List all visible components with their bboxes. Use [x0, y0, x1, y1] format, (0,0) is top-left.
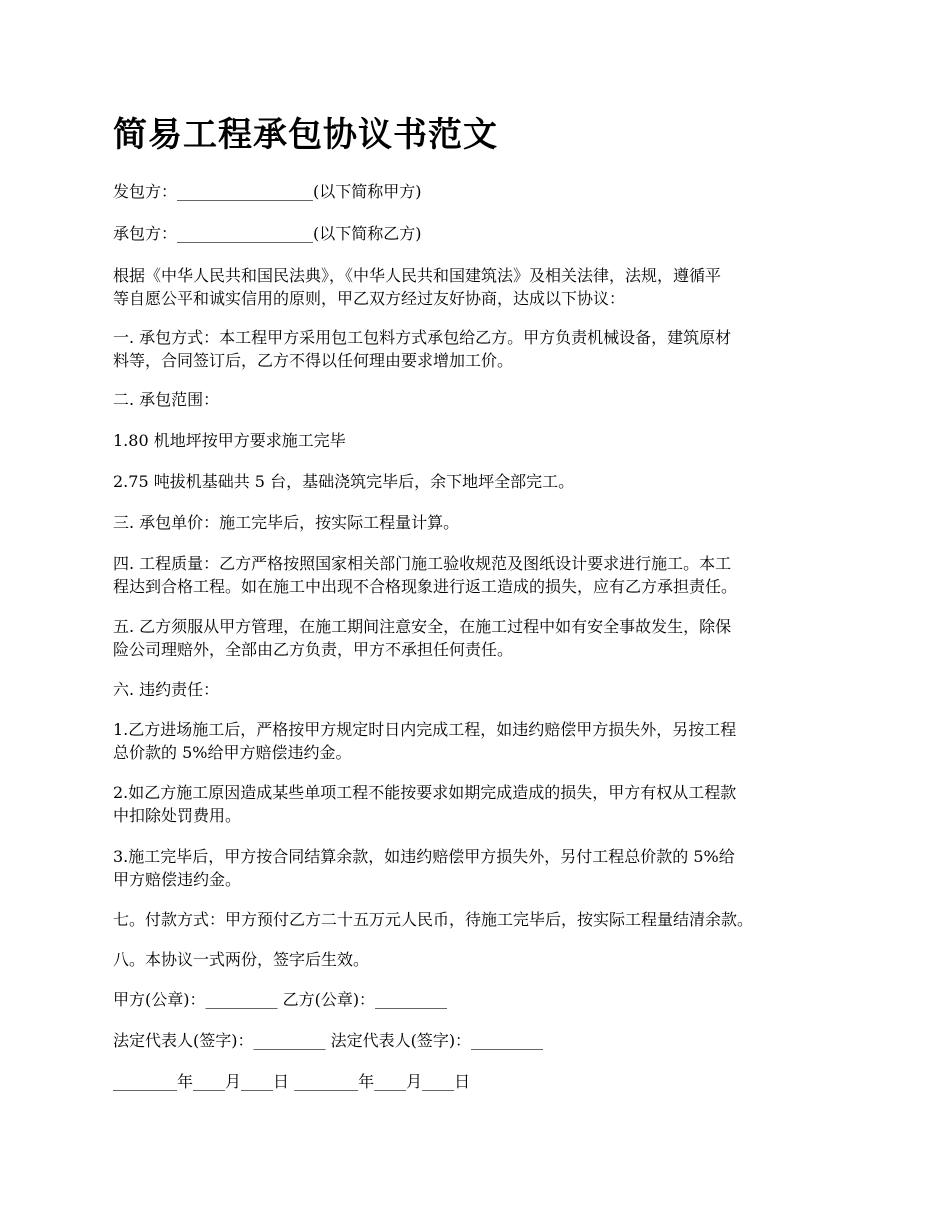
clause-4-line-2: 程达到合格工程。如在施工中出现不合格现象进行返工造成的损失，应有乙方承担责任。: [113, 577, 738, 596]
penalty-3-line-1: 3.施工完毕后，甲方按合同结算余款，如违约赔偿甲方损失外，另付工程总价款的 5%给: [113, 847, 735, 866]
scope-item-2: 2.75 吨拔机基础共 5 台，基础浇筑完毕后，余下地坪全部完工。: [113, 472, 575, 491]
clause-8: 八。本协议一式两份，签字后生效。: [113, 950, 370, 969]
clause-1-line-1: 一. 承包方式：本工程甲方采用包工包料方式承包给乙方。甲方负责机械设备，建筑原材: [113, 328, 732, 347]
clause-2-heading: 二. 承包范围：: [113, 390, 220, 409]
scope-item-1: 1.80 机地坪按甲方要求施工完毕: [113, 431, 346, 450]
document-title: 简易工程承包协议书范文: [113, 115, 498, 155]
seal-line: 甲方(公章)：_________ 乙方(公章)：_________: [113, 990, 448, 1009]
clause-5-line-1: 五. 乙方须服从甲方管理，在施工期间注意安全，在施工过程中如有安全事故发生，除保: [113, 617, 732, 636]
penalty-1-line-2: 总价款的 5%给甲方赔偿违约金。: [113, 743, 352, 762]
preamble-line-2: 等自愿公平和诚实信用的原则，甲乙双方经过友好协商，达成以下协议：: [113, 289, 626, 308]
penalty-1-line-1: 1.乙方进场施工后，严格按甲方规定时日内完成工程，如违约赔偿甲方损失外，另按工程: [113, 720, 737, 739]
penalty-2-line-2: 中扣除处罚费用。: [113, 806, 242, 825]
clause-5-line-2: 险公司理赔外，全部由乙方负责，甲方不承担任何责任。: [113, 640, 514, 659]
penalty-2-line-1: 2.如乙方施工原因造成某些单项工程不能按要求如期完成造成的损失，甲方有权从工程款: [113, 783, 737, 802]
clause-1-line-2: 料等，合同签订后，乙方不得以任何理由要求增加工价。: [113, 351, 514, 370]
clause-6-heading: 六. 违约责任：: [113, 680, 220, 699]
clause-7: 七。付款方式：甲方预付乙方二十五万元人民币，待施工完毕后，按实际工程量结清余款。: [113, 910, 754, 929]
employer-line: 发包方：_________________(以下简称甲方): [113, 182, 422, 201]
clause-4-line-1: 四. 工程质量：乙方严格按照国家相关部门施工验收规范及图纸设计要求进行施工。本工: [113, 554, 732, 573]
signature-line: 法定代表人(签字)：_________ 法定代表人(签字)：_________: [113, 1031, 544, 1050]
clause-3: 三. 承包单价：施工完毕后，按实际工程量计算。: [113, 513, 460, 532]
penalty-3-line-2: 甲方赔偿违约金。: [113, 870, 242, 889]
contractor-line: 承包方：_________________(以下简称乙方): [113, 224, 422, 243]
date-line: ________年____月____日 ________年____月____日: [113, 1072, 471, 1091]
preamble-line-1: 根据《中华人民共和国民法典》，《中华人民共和国建筑法》及相关法律，法规，遵循平: [113, 266, 722, 285]
